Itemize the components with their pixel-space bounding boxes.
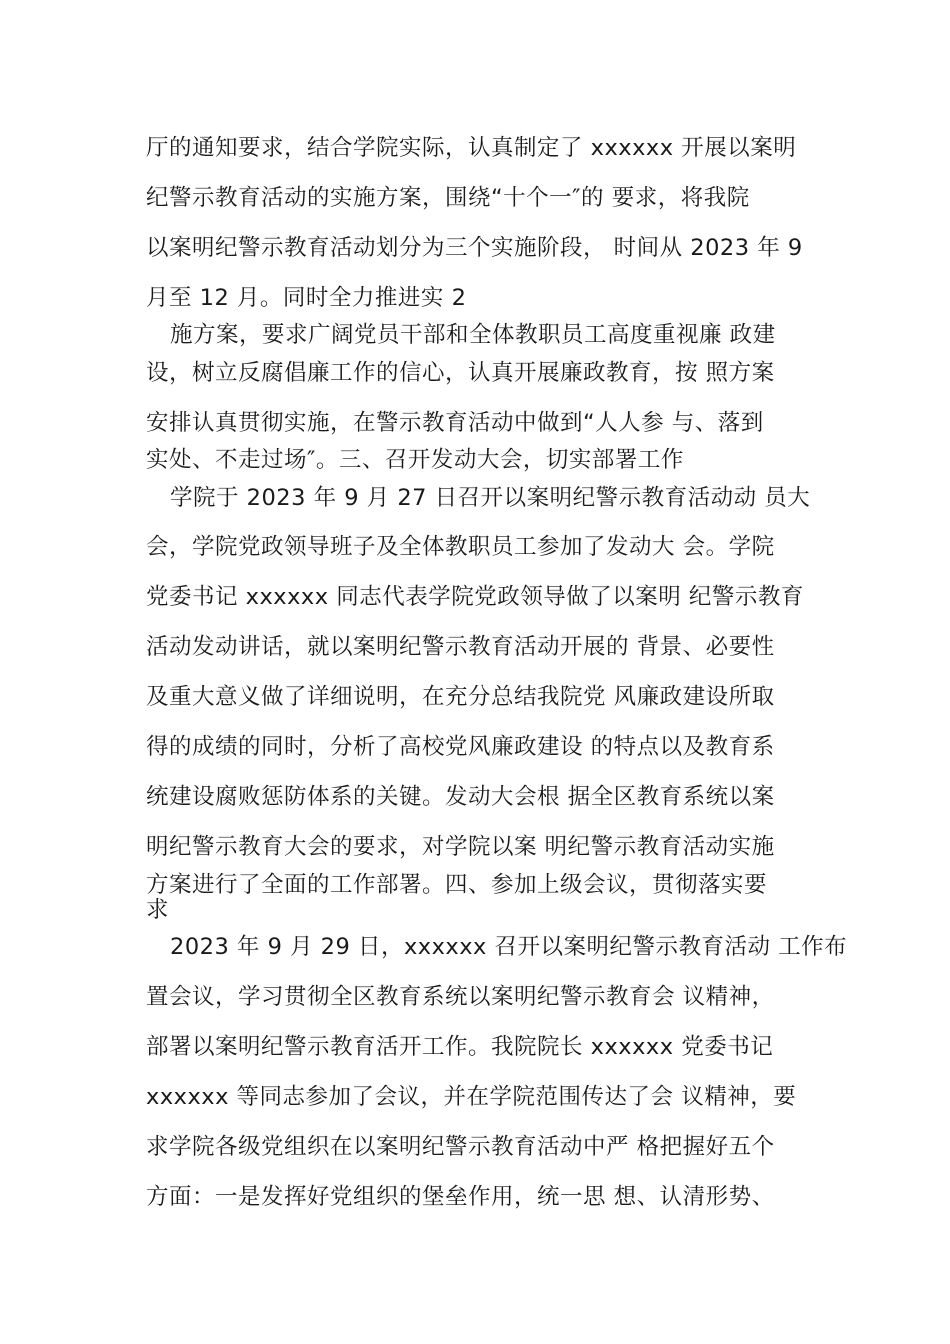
text-line: 月至 12 月。同时全力推进实 2 bbox=[146, 285, 467, 311]
text-line: 施方案，要求广阔党员干部和全体教职员工高度重视廉 政建 bbox=[170, 322, 776, 348]
text-line: 及重大意义做了详细说明，在充分总结我院党 风廉政建设所取 bbox=[146, 684, 775, 710]
text-line: 求 bbox=[146, 897, 170, 923]
text-line: 实处、不走过场″。三、召开发动大会，切实部署工作 bbox=[146, 447, 684, 473]
text-line: 明纪警示教育大会的要求，对学院以案 明纪警示教育活动实施 bbox=[146, 834, 775, 860]
text-line: 以案明纪警示教育活动划分为三个实施阶段， 时间从 2023 年 9 bbox=[146, 235, 803, 261]
text-line: 厅的通知要求，结合学院实际，认真制定了 xxxxxx 开展以案明 bbox=[146, 135, 797, 161]
text-line: 活动发动讲话，就以案明纪警示教育活动开展的 背景、必要性 bbox=[146, 634, 775, 660]
text-line: 统建设腐败惩防体系的关键。发动大会根 据全区教育系统以案 bbox=[146, 784, 775, 810]
text-line: 设，树立反腐倡廉工作的信心，认真开展廉政教育，按 照方案 bbox=[146, 360, 775, 386]
text-line: 部署以案明纪警示教育活开工作。我院院长 xxxxxx 党委书记 bbox=[146, 1034, 774, 1060]
text-line: xxxxxx 等同志参加了会议，并在学院范围传达了会 议精神，要 bbox=[146, 1084, 797, 1110]
text-line: 方案进行了全面的工作部署。四、参加上级会议，贯彻落实要 bbox=[146, 872, 768, 898]
text-line: 党委书记 xxxxxx 同志代表学院党政领导做了以案明 纪警示教育 bbox=[146, 584, 804, 610]
text-line: 求学院各级党组织在以案明纪警示教育活动中严 格把握好五个 bbox=[146, 1134, 775, 1160]
text-line: 学院于 2023 年 9 月 27 日召开以案明纪警示教育活动动 员大 bbox=[170, 485, 811, 511]
text-line: 方面：一是发挥好党组织的堡垒作用，统一思 想、认清形势、 bbox=[146, 1184, 775, 1210]
text-line: 置会议，学习贯彻全区教育系统以案明纪警示教育会 议精神， bbox=[146, 984, 775, 1010]
text-line: 会，学院党政领导班子及全体教职员工参加了发动大 会。学院 bbox=[146, 534, 775, 560]
text-line: 纪警示教育活动的实施方案，围绕“十个一″的 要求，将我院 bbox=[146, 185, 750, 211]
text-line: 得的成绩的同时，分析了高校党风廉政建设 的特点以及教育系 bbox=[146, 734, 775, 760]
text-line: 安排认真贯彻实施，在警示教育活动中做到“人人参 与、落到 bbox=[146, 410, 764, 436]
text-line: 2023 年 9 月 29 日，xxxxxx 召开以案明纪警示教育活动 工作布 bbox=[170, 934, 848, 960]
